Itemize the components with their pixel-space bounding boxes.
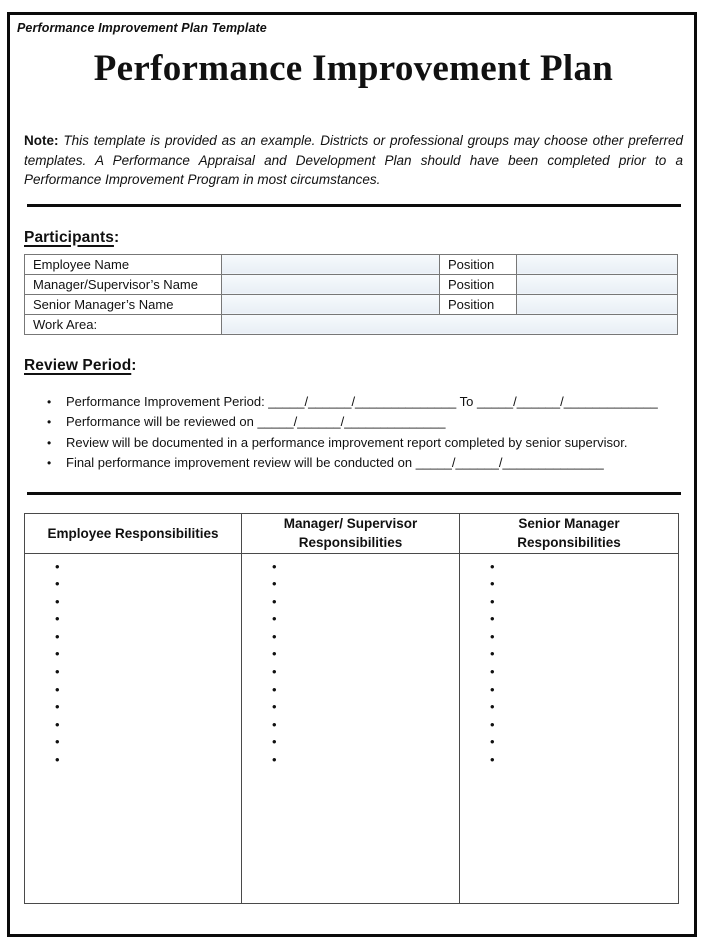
position-label: Position [440, 294, 517, 314]
bullet-dot: • [55, 628, 60, 644]
bullet-dot: • [272, 628, 277, 644]
bullet-dot: • [55, 664, 60, 680]
note-paragraph [24, 131, 683, 190]
bullet-dot: • [490, 734, 495, 750]
senior-manager-name-field[interactable] [222, 294, 440, 314]
note-label: Note: [24, 133, 59, 148]
employee-responsibilities-cell[interactable] [25, 553, 242, 903]
review-bullet-text: Performance Improvement Period: _____/______/______________ To _____/______/_____________ [66, 393, 658, 409]
list-item [47, 433, 683, 454]
bullet-dot: • [272, 734, 277, 750]
bullet-dot: • [490, 558, 495, 574]
review-period-heading-text: Review Period [24, 356, 132, 374]
document-header-label: Performance Improvement Plan Template [17, 21, 267, 35]
page-border [7, 12, 697, 937]
bullet-dot: • [490, 628, 495, 644]
participants-heading [24, 228, 683, 248]
bullet-dot: • [272, 558, 277, 574]
bullet-dot: • [55, 576, 60, 592]
bullet-dot: • [490, 664, 495, 680]
participants-heading-text: Participants [24, 228, 114, 246]
table-row [25, 314, 678, 334]
bullet-dot: • [55, 716, 60, 732]
bullet-dot: • [490, 681, 495, 697]
review-period-heading [24, 356, 683, 376]
table-row [25, 294, 678, 314]
bullet-dot: • [490, 752, 495, 768]
participants-table [24, 254, 678, 335]
bullet-dot: • [490, 576, 495, 592]
responsibilities-header-row [25, 513, 679, 553]
manager-position-field[interactable] [517, 274, 678, 294]
bullet-dot: • [272, 716, 277, 732]
bullet-dot: • [272, 664, 277, 680]
senior-manager-name-label: Senior Manager’s Name [25, 294, 222, 314]
review-period-heading-colon: : [131, 356, 137, 374]
bullet-dot: • [47, 415, 52, 429]
bullet-dot: • [55, 558, 60, 574]
employee-name-label: Employee Name [25, 254, 222, 274]
bullet-dot: • [55, 646, 60, 662]
review-bullet-text: Final performance improvement review will be conducted on _____/______/______________ [66, 455, 604, 470]
responsibilities-body-row [25, 553, 679, 903]
table-row [25, 254, 678, 274]
bullet-dot: • [490, 646, 495, 662]
bullet-dot: • [490, 593, 495, 609]
responsibilities-table [24, 513, 679, 904]
bullet-dot: • [55, 681, 60, 697]
employee-responsibilities-header: Employee Responsibilities [25, 513, 242, 553]
bullet-dot: • [47, 456, 52, 470]
manager-name-label: Manager/Supervisor’s Name [25, 274, 222, 294]
senior-manager-responsibilities-cell[interactable] [460, 553, 679, 903]
list-item [47, 392, 683, 413]
list-item [47, 453, 683, 474]
note-text: This template is provided as an example. Districts or professional groups may choose other preferred templates. A Performance Appraisal and Development Plan should have been completed prior to a Performance Improvement Program in most circumstances. [24, 133, 683, 187]
bullet-dot: • [55, 699, 60, 715]
list-item [47, 412, 683, 433]
bullet-dot: • [55, 611, 60, 627]
bullet-dot: • [272, 681, 277, 697]
bullet-dot: • [47, 435, 52, 450]
bullet-dot: • [490, 716, 495, 732]
review-period-list [24, 392, 683, 474]
bullet-dot: • [55, 734, 60, 750]
bullet-dot: • [490, 611, 495, 627]
participants-heading-colon: : [113, 228, 120, 246]
document-title: Performance Improvement Plan [93, 48, 614, 89]
bullet-dot: • [55, 593, 60, 609]
bullet-dot: • [490, 699, 495, 715]
senior-manager-responsibilities-header: Senior Manager Responsibilities [460, 513, 679, 553]
work-area-label: Work Area: [25, 314, 222, 334]
bullet-dot: • [272, 699, 277, 715]
work-area-field[interactable] [222, 314, 678, 334]
position-label: Position [440, 274, 517, 294]
manager-responsibilities-cell[interactable] [242, 553, 460, 903]
review-bullet-text: Performance will be reviewed on _____/______/______________ [66, 414, 446, 429]
bullet-dot: • [272, 646, 277, 662]
table-row [25, 274, 678, 294]
employee-name-field[interactable] [222, 254, 440, 274]
page-content [10, 15, 694, 904]
bullet-dot: • [272, 576, 277, 592]
section-divider [27, 204, 681, 207]
position-label: Position [440, 254, 517, 274]
manager-name-field[interactable] [222, 274, 440, 294]
bullet-dot: • [272, 611, 277, 627]
senior-manager-position-field[interactable] [517, 294, 678, 314]
manager-responsibilities-header: Manager/ Supervisor Responsibilities [242, 513, 460, 553]
employee-position-field[interactable] [517, 254, 678, 274]
bullet-dot: • [272, 752, 277, 768]
bullet-dot: • [272, 593, 277, 609]
section-divider [27, 492, 681, 495]
bullet-dot: • [47, 394, 52, 409]
review-bullet-text: Review will be documented in a performance improvement report completed by senior supervisor. [66, 434, 628, 450]
bullet-dot: • [55, 752, 60, 768]
